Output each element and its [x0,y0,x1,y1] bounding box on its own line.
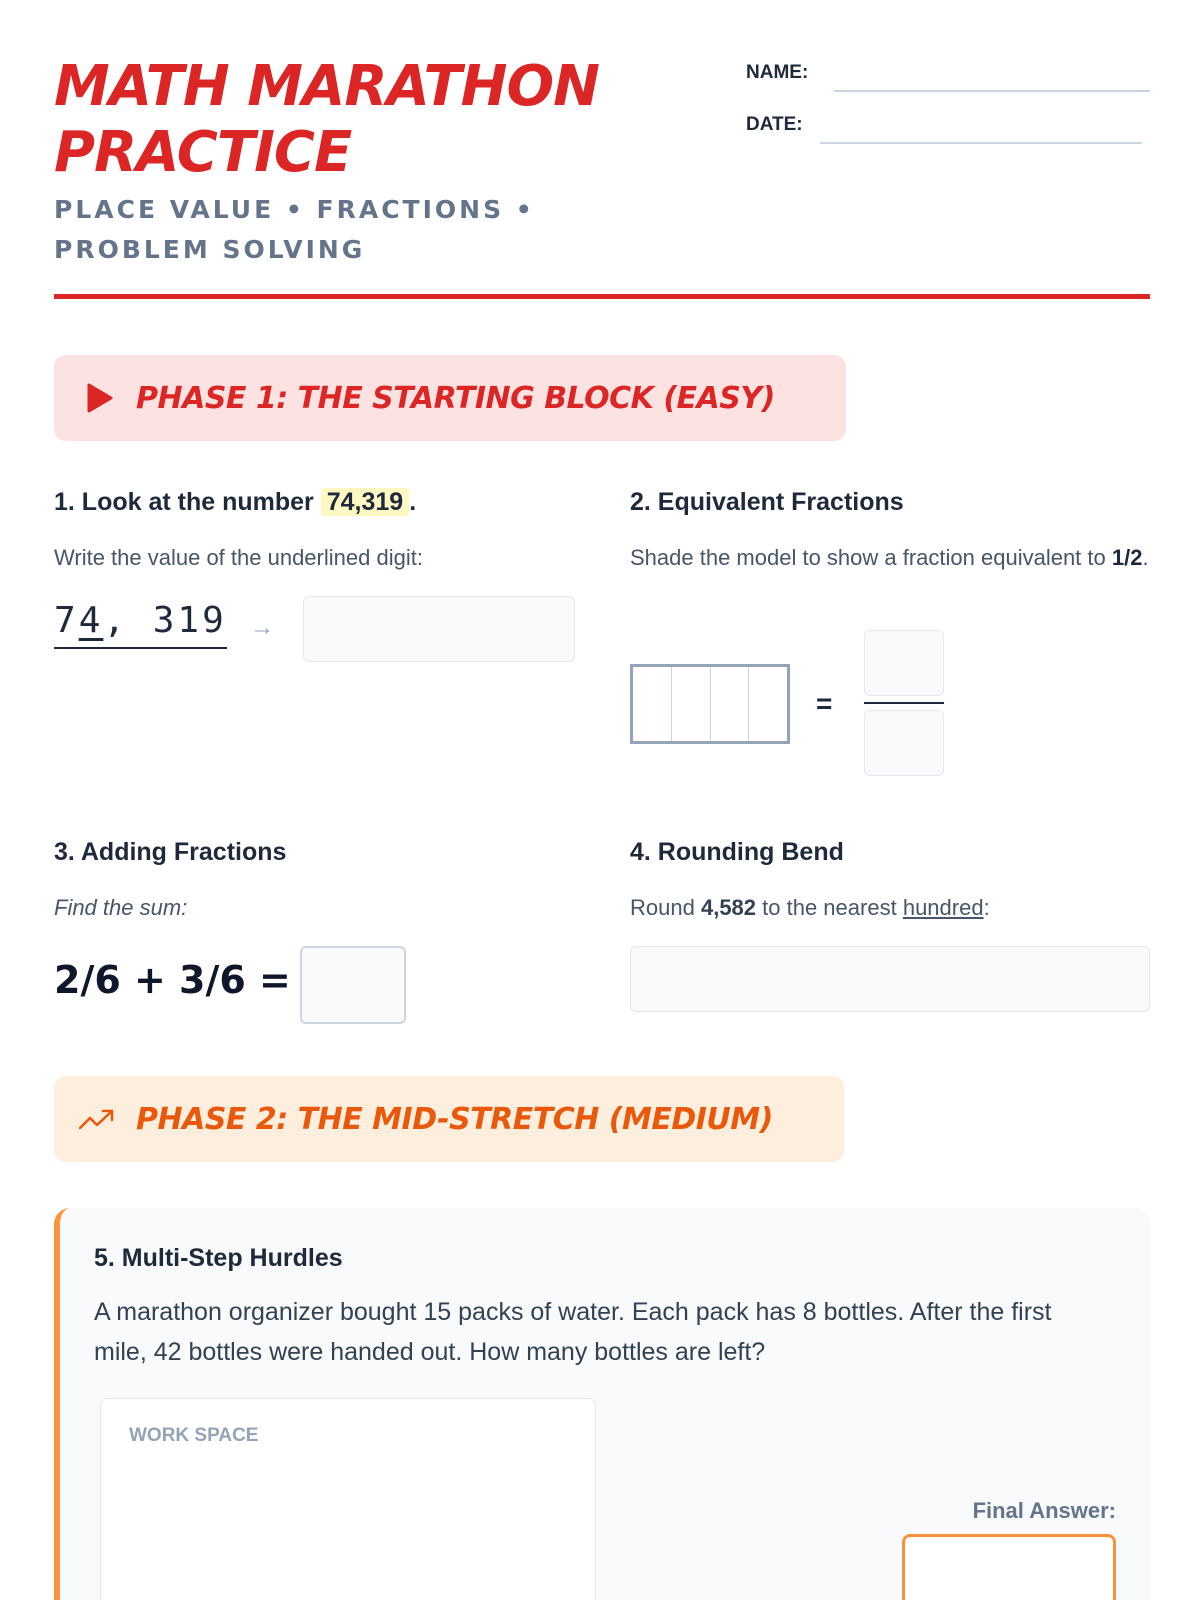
equals-sign: = [816,688,833,719]
q2-instruction [630,541,1150,575]
name-line[interactable] [834,90,1150,92]
q1-underlined-digit: 4 [78,600,104,641]
q2-instruction-text: Shade the model to show a fraction equivalent to [630,545,1106,570]
name-date-fields [746,54,1150,158]
q5-title: 5. Multi-Step Hurdles [94,1244,343,1272]
q5-problem-text: A marathon organizer bought 15 packs of water. Each pack has 8 bottles. After the first mile, 42 bottles were handed out. How many bottles are left? [94,1298,1052,1366]
q1-highlighted-number: 74,319 [321,488,409,516]
q3-title: 3. Adding Fractions [54,838,287,866]
arrow-right-icon: → [250,614,274,641]
q1-title-suffix: . [409,488,417,516]
q4-answer-box[interactable] [630,946,1150,1012]
q1-title-text: 1. Look at the number [54,488,314,516]
q3-answer-box[interactable] [300,946,406,1024]
phase-1-label: PHASE 1: THE STARTING BLOCK (EASY) [136,380,775,416]
q3-expression: 2/6 + 3/6 = [54,958,291,1002]
date-line[interactable] [820,142,1142,144]
model-part[interactable] [749,667,787,741]
name-label: NAME: [746,62,809,83]
work-space[interactable] [100,1398,596,1600]
q2-title: 2. Equivalent Fractions [630,488,904,516]
numerator-box[interactable] [864,630,944,696]
q1-number-display [54,600,227,649]
q4-title: 4. Rounding Bend [630,838,844,866]
q4-number: 4,582 [700,895,757,920]
model-part[interactable] [711,667,750,741]
q3-instruction: Find the sum: [54,895,188,920]
q1-digit-before: 7 [54,600,79,641]
q4-text-suffix: : [983,895,990,920]
q5-card [54,1208,1150,1600]
q4-place: hundred [902,895,984,920]
name-row [746,54,1150,106]
q1-digits-after: , 319 [103,600,227,641]
model-part[interactable] [672,667,711,741]
q4-text-mid: to the nearest [762,895,897,920]
q1-instruction: Write the value of the underlined digit: [54,545,423,570]
work-space-label: WORK SPACE [129,1425,259,1446]
trending-up-icon [78,1099,118,1139]
phase-2-label: PHASE 2: THE MID-STRETCH (MEDIUM) [136,1101,773,1137]
header-divider [54,294,1150,299]
phase-2-banner [54,1076,844,1162]
q1-title [54,488,416,517]
denominator-box[interactable] [864,710,944,776]
date-label: DATE: [746,114,803,135]
page-subtitle: PLACE VALUE • FRACTIONS • PROBLEM SOLVING [54,195,535,264]
page-title: MATH MARATHON PRACTICE [54,54,599,185]
play-icon [78,378,118,418]
q1-answer-box[interactable] [303,596,575,662]
fraction-model [630,664,790,744]
date-row [746,106,1150,158]
q2-instruction-suffix: . [1142,545,1149,570]
final-answer-box[interactable] [902,1534,1116,1600]
model-part[interactable] [633,667,672,741]
final-answer-label: Final Answer: [972,1498,1116,1523]
q4-text: Round [630,895,695,920]
phase-1-banner [54,355,846,441]
q2-fraction: 1/2 [1111,545,1143,570]
q4-instruction [630,891,990,925]
fraction-bar [864,702,944,704]
